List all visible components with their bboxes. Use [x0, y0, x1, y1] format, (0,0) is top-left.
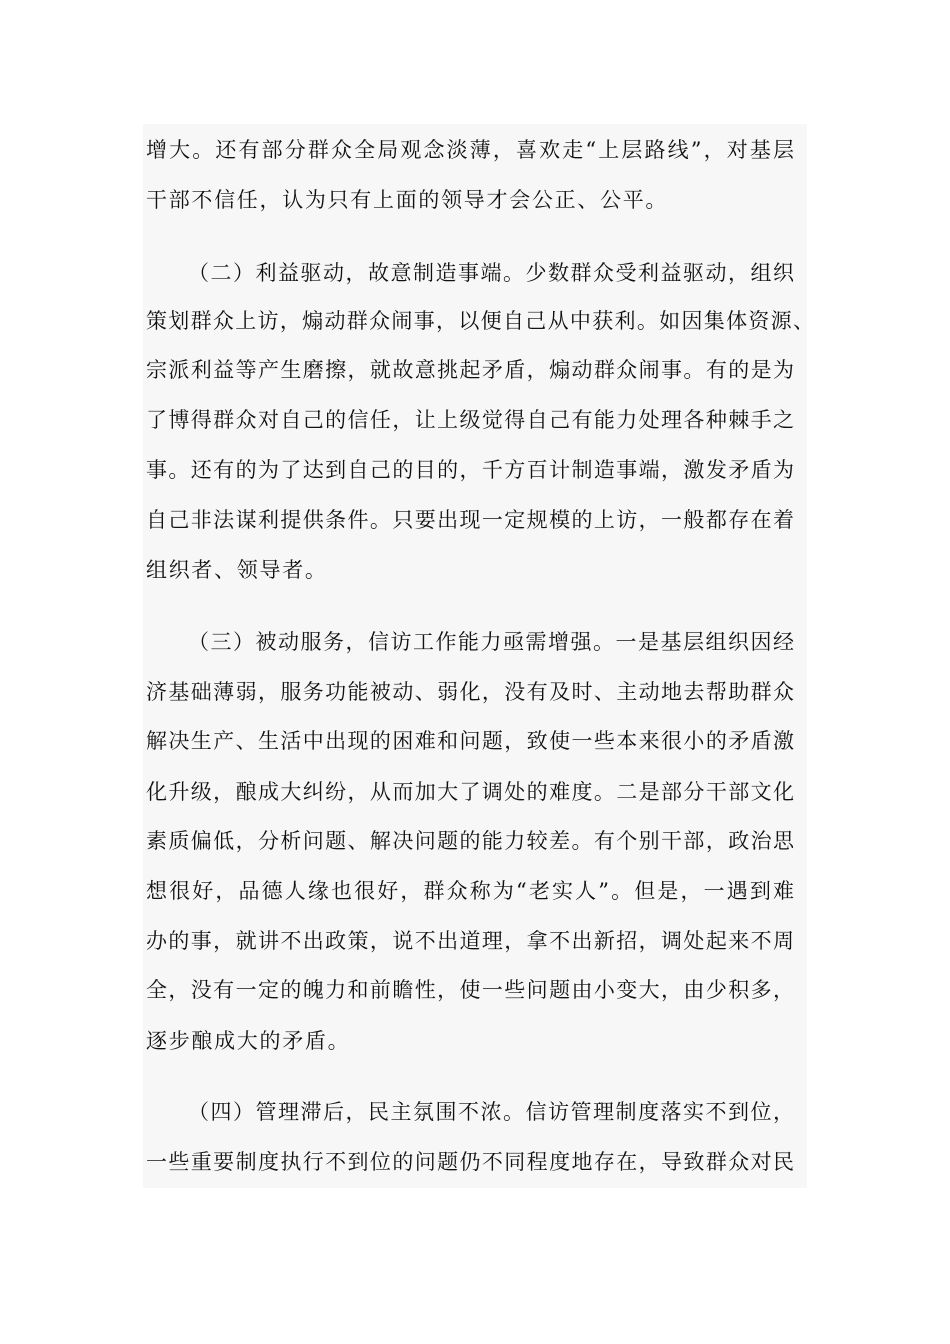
text-line: 素质偏低，分析问题、解决问题的能力较差。有个别干部，政治思	[146, 829, 794, 853]
text-line: 一些重要制度执行不到位的问题仍不同程度地存在，导致群众对民	[146, 1150, 794, 1174]
text-line: 组织者、领导者。	[146, 558, 328, 582]
paragraph-heading-line: （四）管理滞后，民主氛围不浓。信访管理制度落实不到位，	[188, 1100, 794, 1124]
text-line: 解决生产、生活中出现的困难和问题，致使一些本来很小的矛盾激	[146, 729, 794, 753]
text-line: 自己非法谋利提供条件。只要出现一定规模的上访，一般都存在着	[146, 508, 794, 532]
text-line: 宗派利益等产生磨擦，就故意挑起矛盾，煽动群众闹事。有的是为	[146, 358, 794, 382]
paragraph-heading-line: （二）利益驱动，故意制造事端。少数群众受利益驱动，组织	[188, 261, 794, 285]
text-line: 办的事，就讲不出政策，说不出道理，拿不出新招，调处起来不周	[146, 929, 794, 953]
text-line: 干部不信任，认为只有上面的领导才会公正、公平。	[146, 188, 669, 212]
text-line: 逐步酿成大的矛盾。	[146, 1029, 351, 1053]
text-line: 策划群众上访，煽动群众闹事，以便自己从中获利。如因集体资源、	[146, 309, 814, 333]
text-line: 济基础薄弱，服务功能被动、弱化，没有及时、主动地去帮助群众	[146, 680, 794, 704]
text-line: 化升级，酿成大纠纷，从而加大了调处的难度。二是部分干部文化	[146, 780, 794, 804]
text-line: 增大。还有部分群众全局观念淡薄，喜欢走“上层路线”，对基层	[146, 138, 794, 162]
text-line: 事。还有的为了达到自己的目的，千方百计制造事端，激发矛盾为	[146, 458, 794, 482]
text-line: 了博得群众对自己的信任，让上级觉得自己有能力处理各种棘手之	[146, 408, 794, 432]
paragraph-heading-line: （三）被动服务，信访工作能力亟需增强。一是基层组织因经	[188, 630, 794, 654]
text-line: 全，没有一定的魄力和前瞻性，使一些问题由小变大，由少积多，	[146, 978, 794, 1002]
text-line: 想很好，品德人缘也很好，群众称为“老实人”。但是，一遇到难	[146, 879, 794, 903]
